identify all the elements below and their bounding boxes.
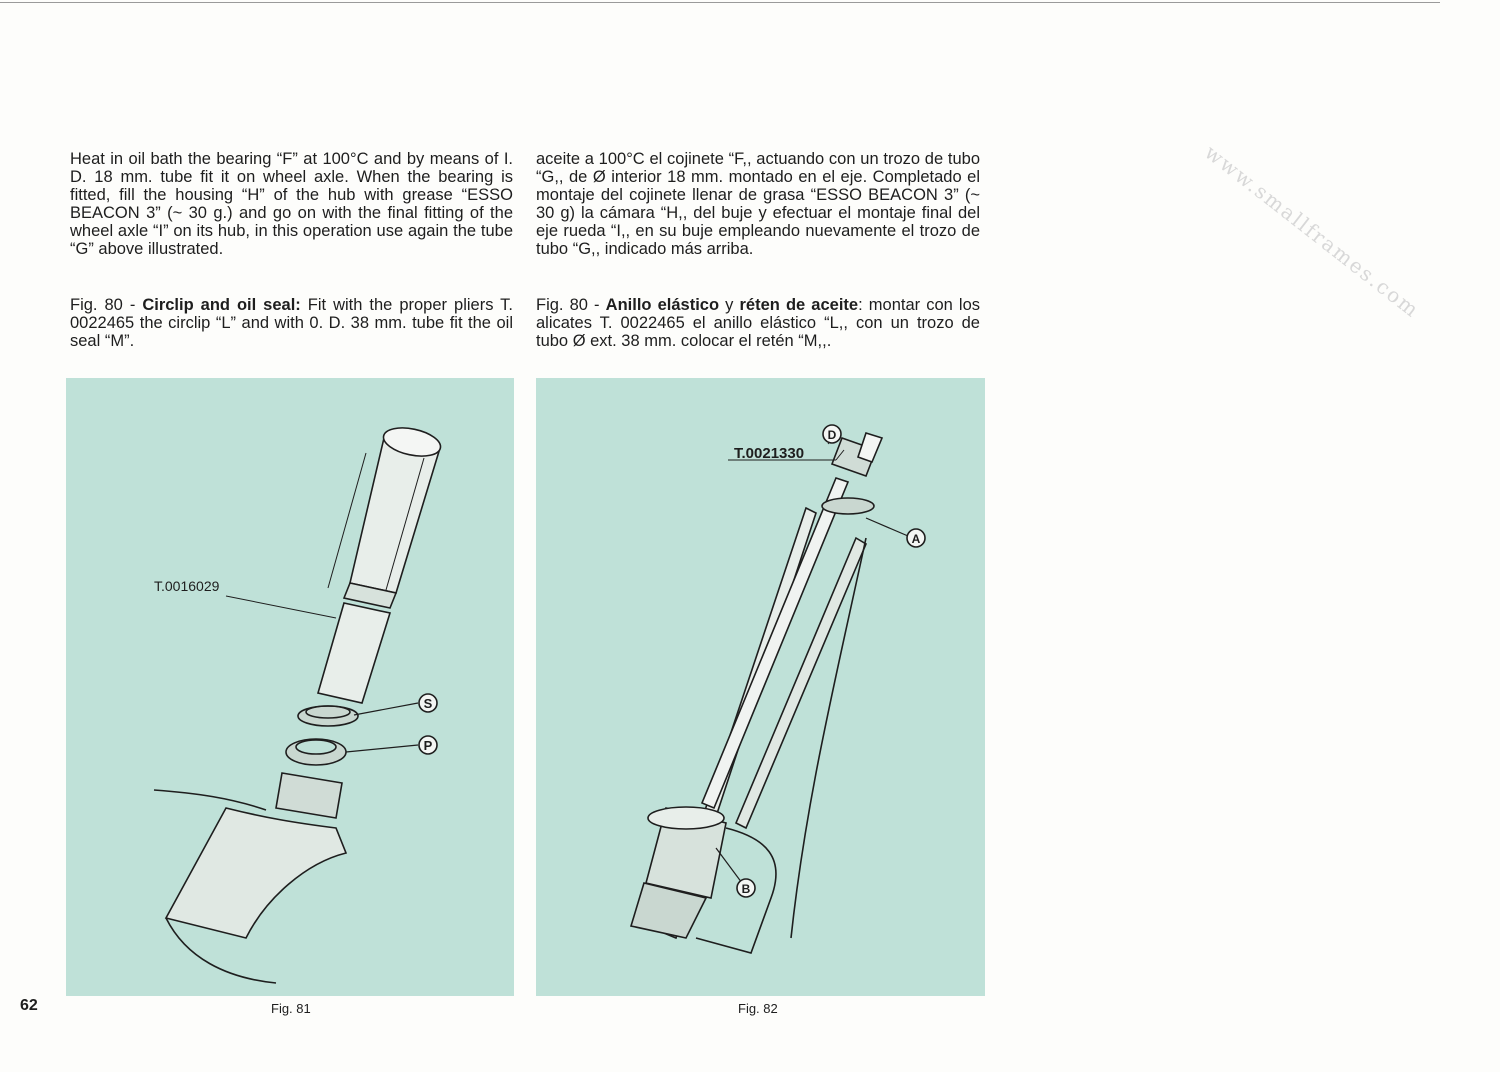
spanish-column: [536, 150, 980, 350]
spanish-paragraph: aceite a 100°C el cojinete “F,, actuando con un trozo de tubo “G,, de Ø interior 18 mm. montado en el eje. Completado el montaje del cojinete llenar de grasa “ESSO BEACON 3” (~ 30 g) la cámara “H,, del buje y efectuar el montaje final del eje rueda “I,, en su buje empleando nuevamente el trozo de tubo “G,, indicado más arriba.: [536, 150, 980, 258]
fig-mid: y: [719, 296, 740, 314]
page-number: 62: [20, 997, 38, 1014]
fig-heading-1: Anillo elástico: [605, 296, 720, 314]
fig-ref: Fig. 80 -: [536, 296, 600, 314]
english-fig80-paragraph: [70, 296, 513, 350]
fig-heading: Circlip and oil seal:: [142, 296, 301, 314]
spanish-fig80-paragraph: [536, 296, 980, 350]
callout-s: S: [423, 696, 433, 711]
fig-heading-2: réten de aceite: [739, 296, 859, 314]
top-rule: [0, 2, 1440, 3]
callout-a: A: [911, 532, 921, 546]
callout-p: P: [423, 738, 433, 753]
fig-text: : montar con los alicates T. 0022465 el anillo elástico “L,, con un trozo de tubo Ø ext. 38 mm. colocar el retén “M,,.: [536, 296, 981, 350]
tool-label-82: T.0021330: [734, 445, 805, 462]
figure-82-illustration: [536, 378, 985, 996]
callout-d: D: [827, 428, 837, 442]
tool-label-81: T.0016029: [154, 578, 220, 594]
fig-ref: Fig. 80 -: [70, 296, 136, 314]
caption-fig-82: Fig. 82: [738, 1001, 778, 1016]
figure-81: [66, 378, 514, 996]
figure-82: [536, 378, 985, 996]
english-column: [70, 150, 513, 350]
figure-81-illustration: [66, 378, 514, 996]
watermark: www.smallframes.com: [1200, 140, 1425, 323]
callout-b: B: [741, 882, 751, 896]
english-paragraph: Heat in oil bath the bearing “F” at 100°C and by means of I. D. 18 mm. tube fit it on wheel axle. When the bearing is fitted, fill the housing “H” of the hub with grease “ESSO BEACON 3” (~ 30 g.) and go on with the final fitting of the wheel axle “I” on its hub, in this operation use again the tube “G” above illustrated.: [70, 150, 513, 258]
caption-fig-81: Fig. 81: [271, 1001, 311, 1016]
fig-text: Fit with the proper pliers T. 0022465 the circlip “L” and with 0. D. 38 mm. tube fit the oil seal “M”.: [70, 296, 513, 350]
